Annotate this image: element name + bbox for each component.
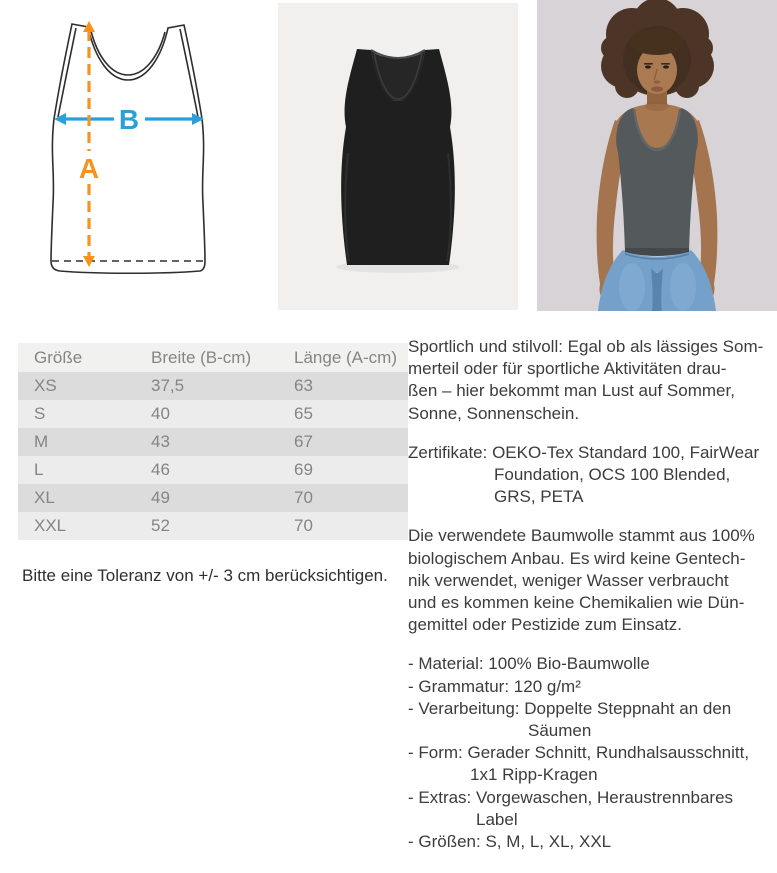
size-cell: S [18,400,151,428]
laenge-cell: 63 [294,372,408,400]
laenge-cell: 67 [294,428,408,456]
description-line: ßen – hier bekommt man Lust auf Sommer, [408,381,735,401]
size-row-xs [18,372,408,400]
spec-line-groessen: - Größen: S, M, L, XL, XXL [408,832,612,852]
column-header-laenge: Länge (A-cm) [294,343,408,372]
breite-cell: 52 [151,512,294,540]
spec-line-form-cont: 1x1 Ripp-Kragen [470,765,598,785]
laenge-cell: 70 [294,512,408,540]
laenge-cell: 69 [294,456,408,484]
description-line: Die verwendete Baumwolle stammt aus 100% [408,526,755,546]
size-row-s [18,400,408,428]
description-line: Zertifikate: OEKO-Tex Standard 100, FairWear [408,442,760,462]
description-line: GRS, PETA [494,487,584,507]
intro-paragraph [408,336,777,425]
spec-line-extras: - Extras: Vorgewaschen, Heraustrennbares [408,787,734,807]
breite-cell: 46 [151,456,294,484]
spec-line-verarbeitung-cont: Säumen [528,721,592,741]
size-cell: XS [18,372,151,400]
breite-cell: 49 [151,484,294,512]
model-jeans [598,250,716,311]
length-label-a: A [78,153,100,184]
size-table [18,343,408,540]
description-line: und es kommen keine Chemikalien wie Dün- [408,593,745,613]
spec-line-grammatur: - Grammatur: 120 g/m² [408,676,581,696]
size-cell: L [18,456,151,484]
spec-line-material: - Material: 100% Bio-Baumwolle [408,654,650,674]
cotton-paragraph [408,525,777,636]
size-cell: M [18,428,151,456]
description-line: merteil oder für sportliche Aktivitäten drau- [408,359,727,379]
spec-line-extras-cont: Label [476,809,518,829]
size-row-m [18,428,408,456]
description-line: nik verwendet, weniger Wasser verbraucht [408,570,729,590]
certificates-paragraph [408,442,777,509]
description-line: Sportlich und stilvoll: Egal ob als lässiges Som- [408,337,764,356]
laenge-cell: 65 [294,400,408,428]
laenge-cell: 70 [294,484,408,512]
size-row-xl [18,484,408,512]
size-diagram-tank-top [35,15,225,287]
description-line: gemittel oder Pestizide zum Einsatz. [408,615,683,635]
spec-line-form: - Form: Gerader Schnitt, Rundhalsausschnitt, [408,743,750,763]
tank-outline-drawing [51,24,205,273]
column-header-breite: Breite (B-cm) [151,343,294,372]
breite-cell: 43 [151,428,294,456]
product-photo-black-tank-top[interactable] [278,3,518,310]
description-line: biologischem Anbau. Es wird keine Gentech- [408,548,746,568]
size-cell: XXL [18,512,151,540]
column-header-groesse: Größe [18,343,151,372]
breite-cell: 40 [151,400,294,428]
width-label-b: B [118,104,140,135]
specs-list [408,653,777,853]
black-tank-top-image [341,49,455,265]
model-photo-woman-tank-top[interactable] [537,0,777,311]
size-row-xxl [18,512,408,540]
product-description [408,336,777,870]
description-line: Foundation, OCS 100 Blended, [494,465,731,485]
description-line: Sonne, Sonnenschein. [408,403,580,423]
size-table-header-row [18,343,408,372]
breite-cell: 37,5 [151,372,294,400]
size-row-l [18,456,408,484]
spec-line-verarbeitung: - Verarbeitung: Doppelte Steppnaht an den [408,698,732,718]
size-cell: XL [18,484,151,512]
tolerance-note: Bitte eine Toleranz von +/- 3 cm berücksichtigen. [22,566,388,585]
